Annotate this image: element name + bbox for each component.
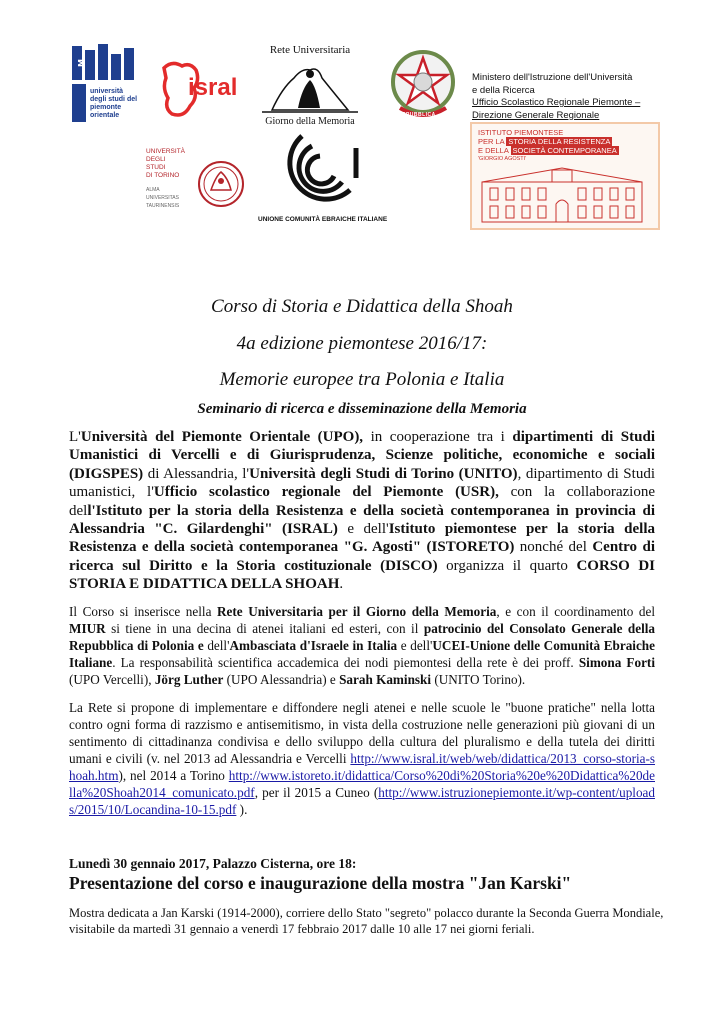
unito-line-5: TAURINENSIS <box>146 203 180 209</box>
p1-istoreto: Istituto piemontese per la storia della Resistenza e della società contemporanea "G. Agosti" (ISTORETO) <box>69 521 656 556</box>
p2-text: Il Corso si inserisce nella <box>69 604 218 619</box>
ministry-line-2: e della Ricerca <box>472 84 535 96</box>
goals-paragraph <box>69 699 655 818</box>
p1-text: con la collaborazione del <box>69 484 655 519</box>
rete-universitaria-logo <box>252 44 368 130</box>
p3-text: , per il 2015 a Cuneo ( <box>254 785 379 800</box>
p1-text: e dell' <box>337 521 389 538</box>
upo-logo <box>66 40 140 130</box>
seminar-subtitle: Seminario di ricerca e disseminazione della Memoria <box>197 401 527 417</box>
ministry-line-1: Ministero dell'Istruzione dell'Università <box>472 72 633 83</box>
p2-kaminski: Sarah Kaminski <box>339 672 432 687</box>
p1-text: di Alessandria, l' <box>143 465 250 482</box>
istoreto-line-4: 'GIORGIO AGOSTI' <box>478 156 527 162</box>
p3-text: ). <box>236 802 248 817</box>
intro-paragraph <box>69 428 655 594</box>
upo-logo-text: università degli studi del piemonte orientale <box>90 88 138 119</box>
p2-text: (UPO Alessandria) e <box>223 672 340 687</box>
p1-upo: Università del Piemonte Orientale (UPO), <box>80 429 364 445</box>
p2-text: si tiene in una decina di atenei italiani ed esteri, con il <box>105 621 424 636</box>
isral-logo-text: isral <box>188 74 238 101</box>
p2-miur: MIUR <box>69 621 106 636</box>
rete-logo-top: Rete Universitaria <box>269 44 351 56</box>
p2-network: Rete Universitaria per il Giorno della Memoria <box>217 604 497 619</box>
istruzione-2015-link[interactable]: http://www.istruzionepiemonte.it/wp-content/uploads/2015/10/Locandina-10-15.pdf <box>69 785 655 817</box>
p1-text: organizza il quarto <box>437 557 577 574</box>
unito-line-4: ALMA UNIVERSITAS <box>146 187 179 201</box>
istoreto-line-2a: PER LA <box>478 137 507 146</box>
unito-logo <box>146 148 246 238</box>
istoreto-logo <box>470 122 660 230</box>
istoreto-2014-link[interactable]: http://www.istoreto.it/didattica/Corso%20di%20Storia%20e%20Didattica%20della%20Shoah2014_comunicato.pdf <box>69 768 655 800</box>
p3-text: ), nel 2014 a Torino <box>118 768 229 783</box>
p1-departments: dipartimenti di Studi Umanistici di Vercelli e di Giurisprudenza, Scienze politiche, economiche e sociali (DIGSPES) <box>69 429 655 482</box>
istoreto-line-3a: E DELLA <box>478 146 511 155</box>
p2-text: . La responsabilità scientifica accademica dei nodi piemontesi della rete è dei proff. <box>112 655 579 670</box>
p2-ucei: UCEI-Unione delle Comunità Ebraiche Italiane <box>69 638 655 670</box>
p2-forti: Simona Forti <box>578 655 655 670</box>
p2-text: (UNITO Torino). <box>431 672 526 687</box>
p1-text: in cooperazione tra i <box>363 429 513 445</box>
repubblica-italiana-emblem <box>386 44 460 124</box>
svg-text:M: M <box>77 59 86 67</box>
ucei-logo-text: UNIONE COMUNITÀ EBRAICHE ITALIANE <box>258 216 388 223</box>
unito-line-1: UNIVERSITÀ <box>146 148 186 155</box>
p1-usr: Ufficio scolastico regionale del Piemonte (USR), <box>153 484 499 501</box>
ministry-line-3: Ufficio Scolastico Regionale Piemonte – <box>472 97 641 108</box>
istoreto-line-1: ISTITUTO PIEMONTESE <box>478 128 564 137</box>
p2-text: dell' <box>203 638 230 653</box>
p2-text: e dell' <box>397 638 433 653</box>
istoreto-line-2b: STORIA DELLA RESISTENZA <box>508 137 611 146</box>
p1-unito: Università degli Studi di Torino (UNITO) <box>249 465 518 482</box>
unito-line-3: DI TORINO <box>146 172 180 179</box>
ministry-header <box>472 72 682 122</box>
network-paragraph <box>69 603 655 688</box>
event-description-line-1: Mostra dedicata a Jan Karski (1914-2000), corriere dello Stato "segreto" polacco durante la Seconda Guerra Mondiale, <box>69 906 664 920</box>
course-title: Corso di Storia e Didattica della Shoah <box>211 296 513 317</box>
p1-text: L' <box>69 429 81 445</box>
ucei-logo <box>258 130 388 230</box>
p1-course-name: CORSO DI STORIA E DIDATTICA DELLA SHOAH <box>69 557 656 593</box>
p2-embassy: Ambasciata d'Israele in Italia <box>229 638 398 653</box>
p1-text: nonché del <box>514 539 593 556</box>
rete-logo-bottom: Giorno della Memoria <box>265 116 355 127</box>
isral-2013-link[interactable]: http://www.isral.it/web/web/didattica/2013_corso-storia-shoah.htm <box>69 751 655 783</box>
p1-disco: Centro di ricerca sul Diritto e la Storia costituzionale (DISCO) <box>69 539 655 574</box>
event-description-line-2: visitabile da martedì 31 gennaio a venerdì 17 febbraio 2017 dalle 10 alle 17 nei giorni feriali. <box>69 922 535 936</box>
ministry-line-4: Direzione Generale Regionale <box>472 109 600 121</box>
p1-isral: l'Istituto per la storia della Resistenza e della società contemporanea in provincia di Alessandria "C. Gilardenghi" (ISRAL) <box>69 502 655 538</box>
p1-text: , dipartimento di Studi umanistici, l' <box>69 465 655 501</box>
p2-consulate: patrocinio del Consolato Generale della Repubblica di Polonia e <box>69 621 656 653</box>
unito-line-2: DEGLI STUDI <box>146 156 166 171</box>
p1-text: . <box>339 576 344 593</box>
p2-text: (UPO Vercelli), <box>69 672 155 687</box>
p2-luther: Jörg Luther <box>154 672 224 687</box>
p2-text: , e con il coordinamento del <box>496 604 655 619</box>
isral-logo <box>160 58 242 124</box>
event-title: Presentazione del corso e inaugurazione della mostra "Jan Karski" <box>69 873 572 893</box>
event-description <box>69 905 669 937</box>
theme-title: Memorie europee tra Polonia e Italia <box>219 369 505 390</box>
event-date: Lunedì 30 gennaio 2017, Palazzo Cisterna, ore 18: <box>69 856 357 871</box>
edition-title: 4a edizione piemontese 2016/17: <box>236 333 488 354</box>
repubblica-text: REPUBBLICA ITALIANA <box>398 112 436 124</box>
p3-text: La Rete si propone di implementare e diffondere negli atenei e nelle scuole le "buone pratiche" nella lotta contro ogni forma di razzismo e antisemitismo, in vista della costruzione nelle generazioni più giovani di un sentimento di cittadinanza condivisa e dello sviluppo della cultura del pluralismo e della tutela dei diritti umani e civili (v. nel 2013 ad Alessandria e Vercelli <box>69 700 655 766</box>
istoreto-line-3b: SOCIETÀ CONTEMPORANEA <box>512 146 617 155</box>
